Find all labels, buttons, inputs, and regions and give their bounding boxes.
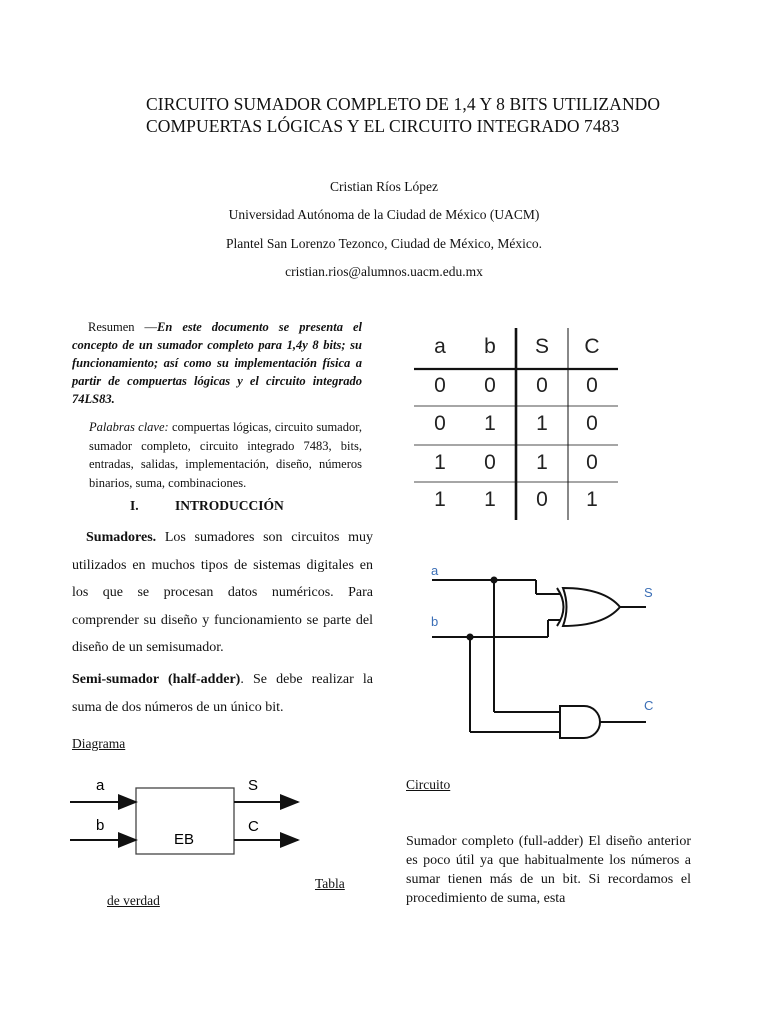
and-gate bbox=[560, 706, 600, 738]
junction-a bbox=[491, 577, 498, 584]
author-campus: Plantel San Lorenzo Tezonco, Ciudad de México, México. bbox=[226, 236, 542, 251]
sumadores-text: Los sumadores son circuitos muy utilizados en muchos tipos de sistemas digitales en los que se procesan datos numéricos. Para comprender su diseño y funcionamiento se parte del diseño de un semisumador. bbox=[72, 530, 373, 655]
table-cell: 1 bbox=[536, 412, 548, 435]
table-header-b: b bbox=[484, 335, 496, 358]
table-cell: 1 bbox=[434, 488, 446, 511]
paragraph-full-adder: Sumador completo (full-adder) El diseño anterior es poco útil ya que habitualmente los números a sumar tienen más de un bit. Si recordamos el procedimiento de suma, esta bbox=[406, 834, 691, 906]
keywords-text: compuertas lógicas, circuito sumador, sumador completo, circuito integrado 7483, bits, entradas, salidas, implementación, diseño, números binarios, suma, combinaciones. bbox=[89, 420, 363, 490]
keywords bbox=[89, 418, 362, 492]
circuit-label-c: C bbox=[644, 698, 654, 713]
table-cell: 0 bbox=[586, 374, 598, 397]
table-cell: 1 bbox=[484, 412, 496, 435]
half-adder-circuit bbox=[424, 560, 664, 750]
table-cell: 0 bbox=[434, 374, 446, 397]
table-cell: 1 bbox=[586, 488, 598, 511]
table-cell: 0 bbox=[586, 412, 598, 435]
abstract-label: Resumen — bbox=[88, 320, 158, 334]
author-email: cristian.rios@alumnos.uacm.edu.mx bbox=[285, 264, 483, 279]
table-cell: 0 bbox=[434, 412, 446, 435]
table-cell: 1 bbox=[536, 451, 548, 474]
table-cell: 0 bbox=[484, 451, 496, 474]
author-affiliation: Universidad Autónoma de la Ciudad de México (UACM) bbox=[228, 207, 540, 222]
table-cell: 0 bbox=[536, 374, 548, 397]
block-label-b: b bbox=[96, 817, 105, 834]
truth-table bbox=[412, 324, 622, 524]
junction-b bbox=[467, 634, 474, 641]
table-cell: 1 bbox=[484, 488, 496, 511]
keywords-label: Palabras clave: bbox=[89, 420, 169, 434]
block-label-c: C bbox=[248, 818, 259, 835]
circuito-label: Circuito bbox=[406, 777, 451, 792]
abstract bbox=[72, 318, 362, 408]
circuit-label-s: S bbox=[644, 585, 653, 600]
paper-title bbox=[146, 93, 660, 137]
section-number: I. bbox=[130, 498, 139, 513]
circuit-label-a: a bbox=[431, 563, 439, 578]
title-line-2: COMPUERTAS LÓGICAS Y EL CIRCUITO INTEGRADO 7483 bbox=[146, 116, 620, 136]
table-cell: 0 bbox=[536, 488, 548, 511]
table-header-c: C bbox=[584, 335, 600, 358]
block-label-a: a bbox=[96, 777, 105, 794]
section-title: INTRODUCCIÓN bbox=[175, 498, 284, 513]
table-cell: 0 bbox=[484, 374, 496, 397]
block-label-eb: EB bbox=[174, 831, 195, 848]
xor-gate bbox=[563, 588, 620, 626]
paragraph-semisumador bbox=[72, 666, 373, 721]
tabla-label: Tabla bbox=[315, 876, 345, 891]
de-verdad-label: de verdad bbox=[107, 893, 160, 908]
table-header-a: a bbox=[434, 335, 446, 358]
table-cell: 1 bbox=[434, 451, 446, 474]
circuit-label-b: b bbox=[431, 614, 439, 629]
block-diagram bbox=[66, 770, 306, 865]
semi-text: . Se debe realizar la suma de dos números de un único bit. bbox=[72, 672, 373, 715]
author-name: Cristian Ríos López bbox=[330, 179, 438, 194]
abstract-text: En este documento se presenta el concepto de un sumador completo para 1,4y 8 bits; su funcionamiento; así como su implementación física a partir de compuertas lógicas y el circuito integrado 74LS83. bbox=[72, 320, 362, 406]
paragraph-sumadores bbox=[72, 524, 373, 662]
block-label-s: S bbox=[248, 777, 259, 794]
semi-bold: Semi-sumador (half-adder) bbox=[72, 672, 241, 687]
table-cell: 0 bbox=[586, 451, 598, 474]
diagram-label: Diagrama bbox=[72, 736, 126, 751]
title-line-1: CIRCUITO SUMADOR COMPLETO DE 1,4 Y 8 BITS UTILIZANDO bbox=[146, 94, 661, 114]
sumadores-bold: Sumadores. bbox=[86, 530, 157, 545]
table-header-s: S bbox=[534, 335, 550, 358]
